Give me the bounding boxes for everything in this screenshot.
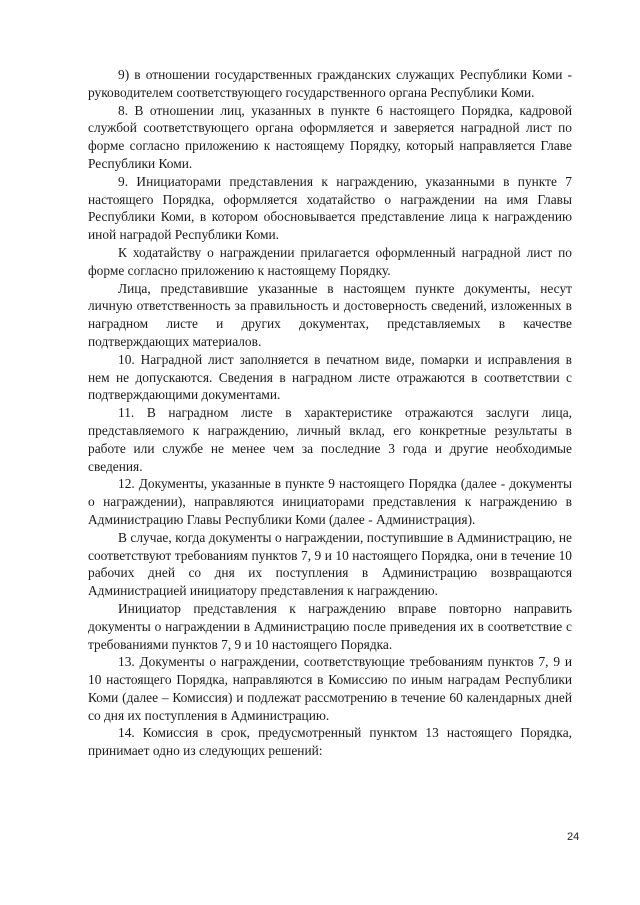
paragraph-9-item: 9) в отношении государственных гражданских служащих Республики Коми - руководителем соответствующего государственного органа Республики Коми.: [88, 67, 572, 100]
paragraph-14: 14. Комиссия в срок, предусмотренный пунктом 13 настоящего Порядка, принимает одно из следующих решений:: [88, 725, 572, 759]
paragraph-8: 8. В отношении лиц, указанных в пункте 6 настоящего Порядка, кадровой службой соответствующего органа оформляется и заверяется наградной лист по форме согласно приложению к настоящему Порядку, который направляется Главе Республики Коми.: [88, 102, 572, 171]
paragraph-12-return: В случае, когда документы о награждении, поступившие в Администрацию, не соответствуют требованиям пунктов 7, 9 и 10 настоящего Порядка, они в течение 10 рабочих дней со дня их поступления в Администрацию возвращаются Администрацией инициатору представления к награждению.: [88, 529, 572, 599]
paragraph-12-resubmit: Инициатор представления к награждению вправе повторно направить документы о награждении в Администрацию после приведения их в соответствие с требованиями пунктов 7, 9 и 10 настоящего Порядка.: [88, 600, 572, 652]
page-number: 24: [567, 831, 580, 843]
paragraph-11: 11. В наградном листе в характеристике отражаются заслуги лица, представляемого к награждению, личный вклад, его конкретные результаты в работе или службе не менее чем за последние 3 года и другие необходимые сведения.: [88, 405, 572, 474]
paragraph-10: 10. Наградной лист заполняется в печатном виде, помарки и исправления в нем не допускаются. Сведения в наградном листе отражаются в соответствии с подтверждающими документами.: [88, 351, 572, 403]
paragraph-9-responsibility: Лица, представившие указанные в настоящем пункте документы, несут личную ответственность за правильность и достоверность сведений, изложенных в наградном листе и других документах, представляемых в качестве подтверждающих материалов.: [88, 280, 572, 349]
paragraph-9: 9. Инициаторами представления к награждению, указанными в пункте 7 настоящего Порядка, оформляется ходатайство о награждении на имя Главы Республики Коми, в котором обосновывается представление лица к награждению иной наградой Республики Коми.: [88, 173, 572, 243]
paragraph-12: 12. Документы, указанные в пункте 9 настоящего Порядка (далее - документы о награждении), направляются инициаторами представления к награждению в Администрацию Главы Республики Коми (далее - Администрация).: [88, 476, 572, 527]
paragraph-13: 13. Документы о награждении, соответствующие требованиям пунктов 7, 9 и 10 настоящего Порядка, направляются в Комиссию по иным наградам Республики Коми (далее – Комиссия) и подлежат рассмотрению в течение 60 календарных дней со дня их поступления в Администрацию.: [88, 654, 572, 723]
paragraph-9-attachment: К ходатайству о награждении прилагается оформленный наградной лист по форме согласно приложению к настоящему Порядку.: [88, 244, 572, 278]
document-body: [88, 66, 572, 760]
